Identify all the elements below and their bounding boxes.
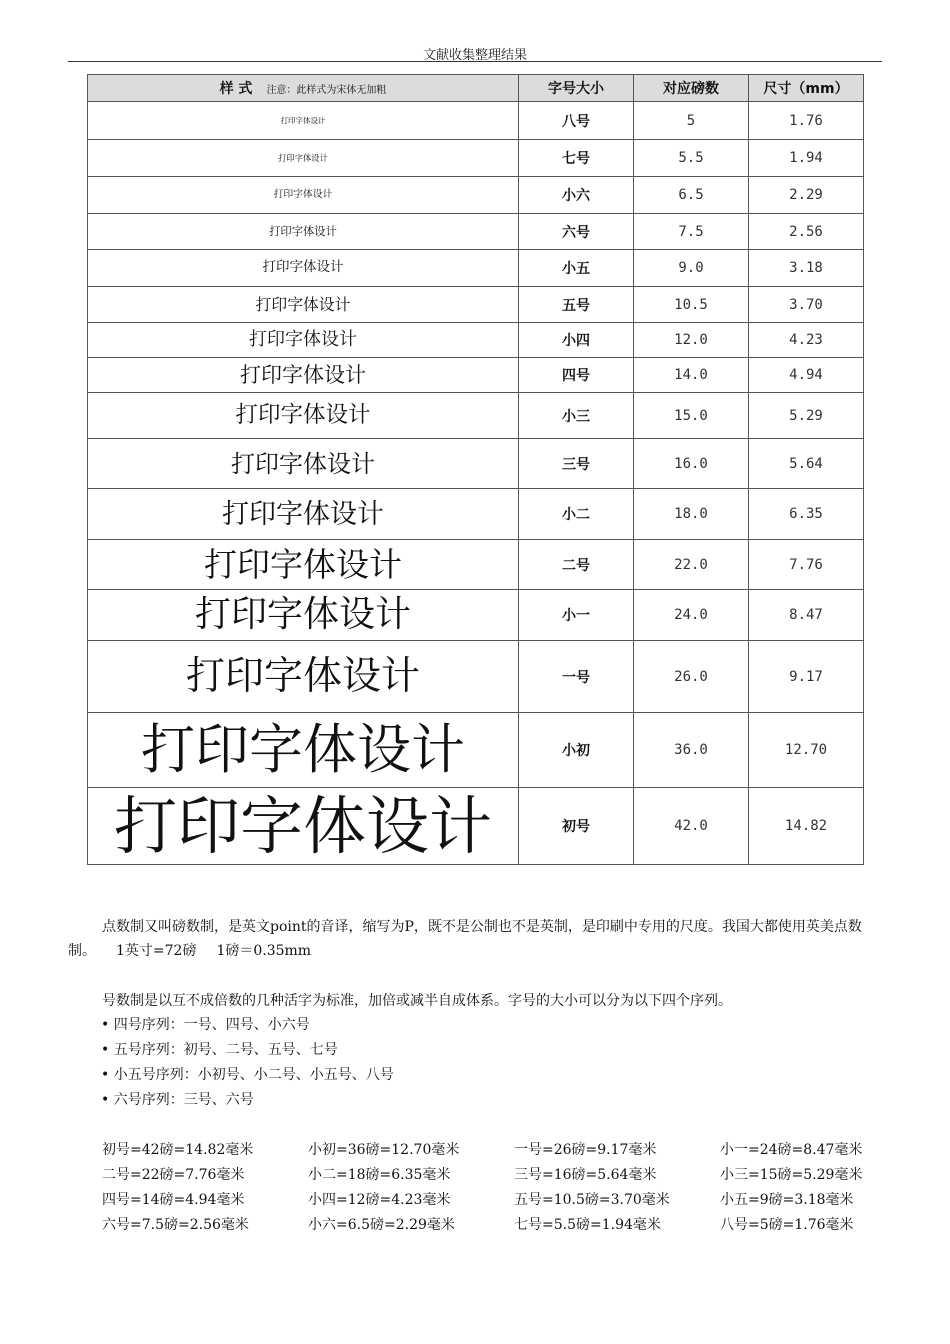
mm-value: 6.35	[749, 489, 864, 540]
sample-text: 打印字体设计	[88, 590, 519, 641]
point-value: 18.0	[634, 489, 749, 540]
point-system-paragraph	[68, 915, 884, 963]
conversion-entry: 小初=36磅=12.70毫米	[308, 1142, 460, 1158]
column-header-size-mm: 尺寸（mm）	[749, 75, 864, 102]
table-row	[88, 540, 864, 590]
size-name: 小四	[519, 323, 634, 358]
table-row	[88, 250, 864, 287]
mm-value: 3.70	[749, 287, 864, 323]
inch-formula: 1英寸=72磅	[116, 943, 197, 959]
mm-value: 1.94	[749, 140, 864, 177]
column-header-points: 对应磅数	[634, 75, 749, 102]
sample-text: 打印字体设计	[88, 393, 519, 439]
conversion-entry: 六号=7.5磅=2.56毫米	[102, 1217, 249, 1233]
conversion-entry: 三号=16磅=5.64毫米	[514, 1167, 657, 1183]
size-name: 一号	[519, 641, 634, 713]
table-row	[88, 489, 864, 540]
conversion-entry: 小一=24磅=8.47毫米	[720, 1142, 863, 1158]
conversion-entry: 五号=10.5磅=3.70毫米	[514, 1192, 670, 1208]
size-name: 四号	[519, 358, 634, 393]
conversion-row	[102, 1213, 926, 1238]
size-name: 八号	[519, 102, 634, 140]
table-header-row	[88, 75, 864, 102]
point-value: 15.0	[634, 393, 749, 439]
size-system-text: 号数制是以互不成倍数的几种活字为标准，加倍或减半自成体系。字号的大小可以分为以下四个序列。	[102, 993, 732, 1009]
table-row	[88, 177, 864, 214]
point-system-text: 点数制又叫磅数制，是英文point的音译，缩写为P，既不是公制也不是英制，是印刷中专用的尺度。我国大都使用英美点数制。	[68, 919, 862, 959]
sample-text: 打印字体设计	[88, 439, 519, 489]
conversion-entry: 二号=22磅=7.76毫米	[102, 1167, 245, 1183]
point-value: 12.0	[634, 323, 749, 358]
point-value: 10.5	[634, 287, 749, 323]
conversion-entry: 小二=18磅=6.35毫米	[308, 1167, 451, 1183]
conversion-row	[102, 1163, 926, 1188]
table-row	[88, 102, 864, 140]
point-value: 5	[634, 102, 749, 140]
point-value: 7.5	[634, 214, 749, 250]
table-row	[88, 393, 864, 439]
point-value: 26.0	[634, 641, 749, 713]
table-row	[88, 214, 864, 250]
list-item: • 小五号序列：小初号、小二号、小五号、八号	[101, 1067, 394, 1083]
size-name: 二号	[519, 540, 634, 590]
list-item: • 五号序列：初号、二号、五号、七号	[101, 1042, 338, 1058]
size-name: 七号	[519, 140, 634, 177]
sample-text: 打印字体设计	[88, 177, 519, 214]
conversion-entry: 小五=9磅=3.18毫米	[720, 1192, 854, 1208]
conversion-entry: 八号=5磅=1.76毫米	[720, 1217, 854, 1233]
sample-text: 打印字体设计	[88, 358, 519, 393]
conversion-entry: 初号=42磅=14.82毫米	[102, 1142, 254, 1158]
sample-text: 打印字体设计	[88, 140, 519, 177]
sample-text: 打印字体设计	[88, 323, 519, 358]
sample-text: 打印字体设计	[88, 287, 519, 323]
size-name: 小三	[519, 393, 634, 439]
mm-value: 2.29	[749, 177, 864, 214]
mm-value: 2.56	[749, 214, 864, 250]
size-name: 小五	[519, 250, 634, 287]
mm-value: 8.47	[749, 590, 864, 641]
size-name: 五号	[519, 287, 634, 323]
sample-text: 打印字体设计	[88, 102, 519, 140]
table-row	[88, 590, 864, 641]
sample-text: 打印字体设计	[88, 788, 519, 865]
sample-text: 打印字体设计	[88, 540, 519, 590]
table-row	[88, 788, 864, 865]
table-row	[88, 358, 864, 393]
conversion-entry: 一号=26磅=9.17毫米	[514, 1142, 657, 1158]
table-row	[88, 641, 864, 713]
sample-text: 打印字体设计	[88, 641, 519, 713]
point-value: 14.0	[634, 358, 749, 393]
style-header-label: 样 式	[219, 81, 253, 97]
mm-value: 4.94	[749, 358, 864, 393]
point-value: 9.0	[634, 250, 749, 287]
conversion-grid	[102, 1138, 926, 1238]
point-value: 5.5	[634, 140, 749, 177]
table-row	[88, 439, 864, 489]
sample-text: 打印字体设计	[88, 489, 519, 540]
size-name: 初号	[519, 788, 634, 865]
size-name: 三号	[519, 439, 634, 489]
conversion-row	[102, 1188, 926, 1213]
sample-text: 打印字体设计	[88, 214, 519, 250]
conversion-entry: 小六=6.5磅=2.29毫米	[308, 1217, 455, 1233]
table-row	[88, 140, 864, 177]
conversion-entry: 七号=5.5磅=1.94毫米	[514, 1217, 661, 1233]
mm-value: 14.82	[749, 788, 864, 865]
point-value: 24.0	[634, 590, 749, 641]
column-header-style	[88, 75, 519, 102]
mm-value: 4.23	[749, 323, 864, 358]
size-name: 六号	[519, 214, 634, 250]
mm-value: 5.64	[749, 439, 864, 489]
point-value: 22.0	[634, 540, 749, 590]
point-value: 6.5	[634, 177, 749, 214]
page-header: 文献收集整理结果	[422, 48, 527, 63]
table-row	[88, 713, 864, 788]
size-series-list	[101, 1013, 394, 1113]
column-header-size-name: 字号大小	[519, 75, 634, 102]
sample-text: 打印字体设计	[88, 713, 519, 788]
table-row	[88, 323, 864, 358]
list-item: • 四号序列：一号、四号、小六号	[101, 1017, 310, 1033]
conversion-entry: 小四=12磅=4.23毫米	[308, 1192, 451, 1208]
point-formula: 1磅＝0.35mm	[216, 943, 312, 959]
point-value: 16.0	[634, 439, 749, 489]
point-value: 42.0	[634, 788, 749, 865]
mm-value: 1.76	[749, 102, 864, 140]
size-name: 小初	[519, 713, 634, 788]
size-name: 小六	[519, 177, 634, 214]
table-row	[88, 287, 864, 323]
style-header-note: 注意：此样式为宋体无加粗	[266, 85, 387, 96]
font-size-table	[87, 74, 864, 865]
size-name: 小一	[519, 590, 634, 641]
mm-value: 12.70	[749, 713, 864, 788]
mm-value: 3.18	[749, 250, 864, 287]
conversion-entry: 小三=15磅=5.29毫米	[720, 1167, 863, 1183]
size-system-paragraph	[68, 989, 884, 1013]
conversion-row	[102, 1138, 926, 1163]
mm-value: 5.29	[749, 393, 864, 439]
list-item: • 六号序列：三号、六号	[101, 1092, 254, 1108]
header-divider	[68, 61, 882, 62]
conversion-entry: 四号=14磅=4.94毫米	[102, 1192, 245, 1208]
mm-value: 9.17	[749, 641, 864, 713]
mm-value: 7.76	[749, 540, 864, 590]
size-name: 小二	[519, 489, 634, 540]
sample-text: 打印字体设计	[88, 250, 519, 287]
point-value: 36.0	[634, 713, 749, 788]
